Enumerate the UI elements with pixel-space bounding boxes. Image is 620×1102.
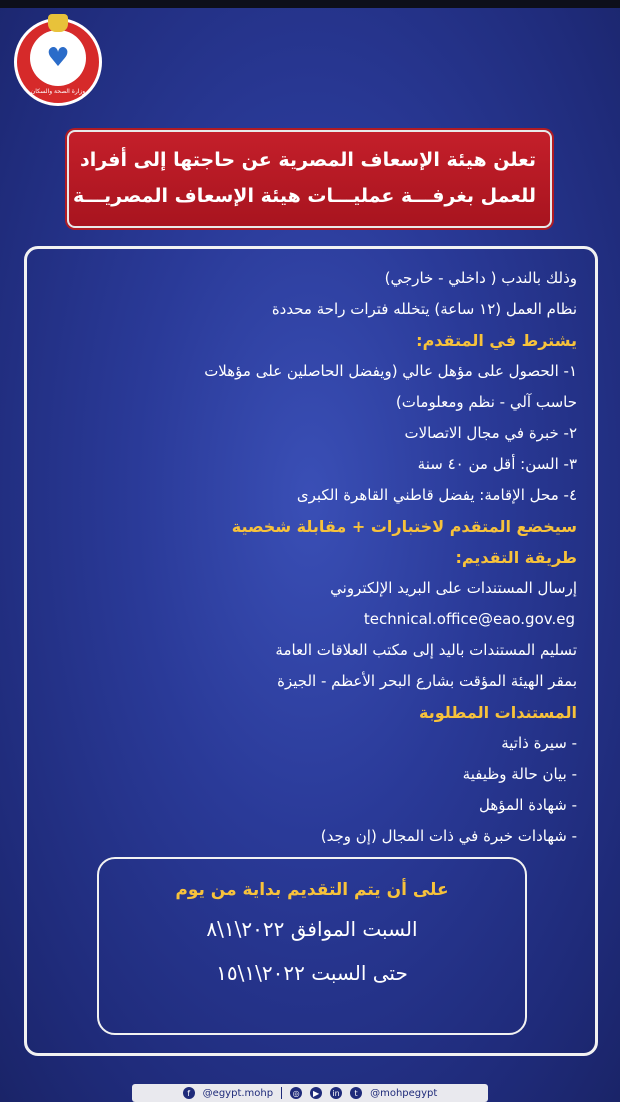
facebook-handle[interactable]: @egypt.mohp <box>202 1087 274 1099</box>
logo-emblem <box>30 30 86 86</box>
dates-heading: على أن يتم التقديم بداية من يوم <box>175 880 449 900</box>
facebook-icon[interactable]: f <box>183 1087 195 1099</box>
work-schedule: نظام العمل (١٢ ساعة) يتخلله فترات راحة محددة <box>271 300 577 318</box>
end-date: حتى السبت ٢٠٢٢\١\١٥ <box>216 961 408 985</box>
logo-caption: وزارة الصحة والسكان <box>30 87 86 95</box>
top-bar <box>0 0 620 8</box>
social-footer <box>132 1084 488 1102</box>
requirement-1: ١- الحصول على مؤهل عالي (ويفضل الحاصلين على مؤهلات <box>204 362 577 380</box>
requirement-4: ٤- محل الإقامة: يفضل قاطني القاهرة الكبرى <box>296 486 577 504</box>
apply-email-address: technical.office@eao.gov.eg <box>363 610 575 628</box>
family-icon: ♥ <box>46 42 70 73</box>
assignment-type: وذلك بالندب ( داخلي - خارجي) <box>384 269 577 287</box>
requirement-1-continued: حاسب آلي - نظم ومعلومات) <box>395 393 577 411</box>
apply-title: طريقة التقديم: <box>455 548 577 567</box>
requirement-3: ٣- السن: أقل من ٤٠ سنة <box>417 455 577 473</box>
application-dates-box <box>97 857 527 1035</box>
document-job-status: - بيان حالة وظيفية <box>462 765 577 783</box>
apply-address: بمقر الهيئة المؤقت بشارع البحر الأعظم - الجيزة <box>277 672 577 690</box>
requirement-2: ٢- خبرة في مجال الاتصالات <box>404 424 577 442</box>
ministry-logo <box>14 18 102 106</box>
headline-line-2: للعمل بغرفـــة عمليـــات هيئة الإسعاف المصريـــة <box>73 185 536 207</box>
start-date: السبت الموافق ٢٠٢٢\١\٨ <box>206 917 418 941</box>
requirements-title: يشترط في المتقدم: <box>416 331 577 350</box>
footer-divider <box>281 1087 282 1099</box>
document-cv: - سيرة ذاتية <box>501 734 577 752</box>
social-handle[interactable]: @mohpegypt <box>370 1087 438 1099</box>
announcement-card <box>24 246 598 1056</box>
apply-hand-delivery: تسليم المستندات باليد إلى مكتب العلاقات العامة <box>275 641 577 659</box>
document-qualification: - شهادة المؤهل <box>479 796 577 814</box>
tests-notice: سيخضع المتقدم لاختبارات + مقابلة شخصية <box>231 517 577 536</box>
headline-banner <box>67 130 552 228</box>
headline-line-1: تعلن هيئة الإسعاف المصرية عن حاجتها إلى أفراد <box>79 149 536 171</box>
youtube-icon[interactable]: ▶ <box>310 1087 322 1099</box>
apply-email-text: إرسال المستندات على البريد الإلكتروني <box>330 579 577 597</box>
instagram-icon[interactable]: ◎ <box>290 1087 302 1099</box>
documents-title: المستندات المطلوبة <box>418 703 577 722</box>
linkedin-icon[interactable]: in <box>330 1087 342 1099</box>
eagle-icon <box>48 14 68 32</box>
document-experience: - شهادات خبرة في ذات المجال (إن وجد) <box>320 827 577 845</box>
twitter-icon[interactable]: t <box>350 1087 362 1099</box>
